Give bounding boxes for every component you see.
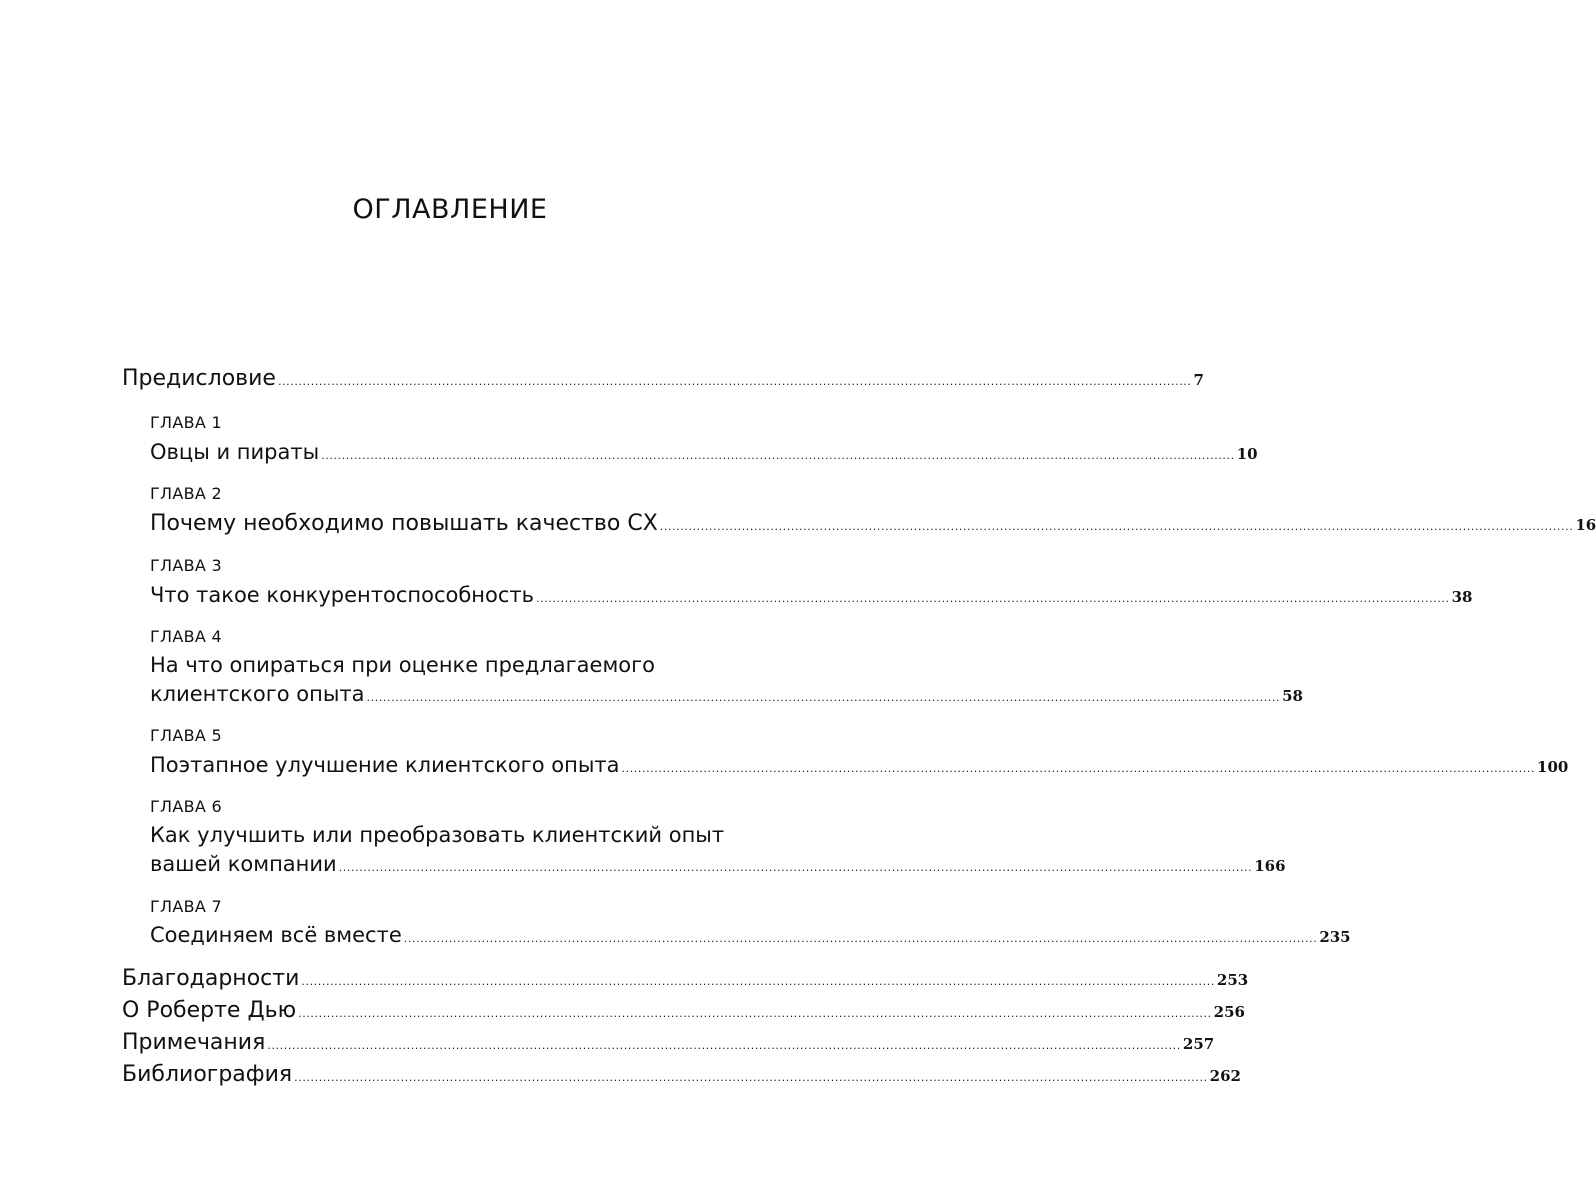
- toc-entry-chapter-4[interactable]: [150, 682, 1303, 706]
- chapter-label: ГЛАВА 4: [150, 627, 223, 646]
- toc-page-number: 10: [1236, 445, 1258, 463]
- toc-entry-chapter-2[interactable]: [150, 511, 1596, 536]
- toc-entry-title: Благодарности: [122, 966, 300, 991]
- toc-leader: ...............................................................................................................................................................................................................................: [536, 592, 1450, 605]
- toc-entry-acknowledgements[interactable]: [122, 966, 1249, 991]
- toc-entry-title: О Роберте Дью: [122, 998, 297, 1023]
- toc-entry-chapter-3[interactable]: [150, 583, 1473, 607]
- toc-leader: ...............................................................................................................................................................................................................................: [659, 520, 1574, 533]
- toc-page-number: 58: [1282, 687, 1303, 705]
- toc-page-number: 256: [1213, 1003, 1245, 1021]
- toc-leader: ...............................................................................................................................................................................................................................: [277, 375, 1192, 388]
- toc-entry-title: Овцы и пираты: [150, 440, 320, 464]
- toc-leader: ...............................................................................................................................................................................................................................: [301, 975, 1215, 988]
- chapter-label: ГЛАВА 7: [150, 897, 223, 916]
- toc-page-number: 100: [1537, 758, 1569, 776]
- toc-leader: ...............................................................................................................................................................................................................................: [294, 1071, 1208, 1084]
- chapter-label: ГЛАВА 2: [150, 484, 223, 503]
- chapter-label: ГЛАВА 1: [150, 413, 223, 432]
- toc-entry-title: Примечания: [122, 1030, 266, 1055]
- toc-page-number: 166: [1254, 857, 1286, 875]
- toc-page-number: 262: [1209, 1067, 1241, 1085]
- toc-entry-title: Предисловие: [122, 366, 276, 391]
- toc-leader: ...............................................................................................................................................................................................................................: [403, 932, 1318, 945]
- toc-entry-bibliography[interactable]: [122, 1062, 1241, 1087]
- toc-entry-title: Соединяем всё вместе: [150, 923, 402, 947]
- toc-page-number: 16: [1575, 516, 1596, 534]
- chapter-label: ГЛАВА 5: [150, 726, 223, 745]
- toc-entry-chapter-1[interactable]: [150, 440, 1258, 464]
- toc-entry-preface[interactable]: [122, 366, 1204, 391]
- toc-entry-title: Почему необходимо повышать качество CX: [150, 511, 658, 536]
- toc-entry-about-author[interactable]: [122, 998, 1245, 1023]
- toc-leader: ...............................................................................................................................................................................................................................: [298, 1007, 1212, 1020]
- toc-leader: ...............................................................................................................................................................................................................................: [321, 449, 1235, 462]
- toc-page-number: 253: [1216, 971, 1249, 989]
- toc-entry-chapter-7[interactable]: [150, 923, 1351, 947]
- chapter-label: ГЛАВА 6: [150, 797, 223, 816]
- toc-entry-title-line1: Как улучшить или преобразовать клиентский опыт: [150, 823, 725, 847]
- toc-leader: ...............................................................................................................................................................................................................................: [338, 861, 1253, 874]
- toc-page-number: 257: [1182, 1035, 1215, 1053]
- page-title: ОГЛАВЛЕНИЕ: [352, 194, 548, 225]
- chapter-label: ГЛАВА 3: [150, 556, 223, 575]
- toc-entry-title: клиентского опыта: [150, 682, 365, 706]
- toc-page-number: 38: [1451, 588, 1473, 606]
- toc-entry-chapter-5[interactable]: [150, 753, 1569, 777]
- toc-leader: ...............................................................................................................................................................................................................................: [366, 691, 1281, 704]
- toc-page-number: 7: [1193, 371, 1204, 389]
- toc-leader: ...............................................................................................................................................................................................................................: [621, 762, 1536, 775]
- toc-entry-notes[interactable]: [122, 1030, 1215, 1055]
- toc-entry-chapter-6[interactable]: [150, 852, 1286, 876]
- toc-entry-title: Что такое конкурентоспособность: [150, 583, 535, 607]
- toc-entry-title: вашей компании: [150, 852, 337, 876]
- toc-entry-title-line1: На что опираться при оценке предлагаемого: [150, 653, 656, 677]
- toc-leader: ...............................................................................................................................................................................................................................: [267, 1039, 1181, 1052]
- toc-page-number: 235: [1319, 928, 1351, 946]
- toc-entry-title: Поэтапное улучшение клиентского опыта: [150, 753, 620, 777]
- toc-entry-title: Библиография: [122, 1062, 293, 1087]
